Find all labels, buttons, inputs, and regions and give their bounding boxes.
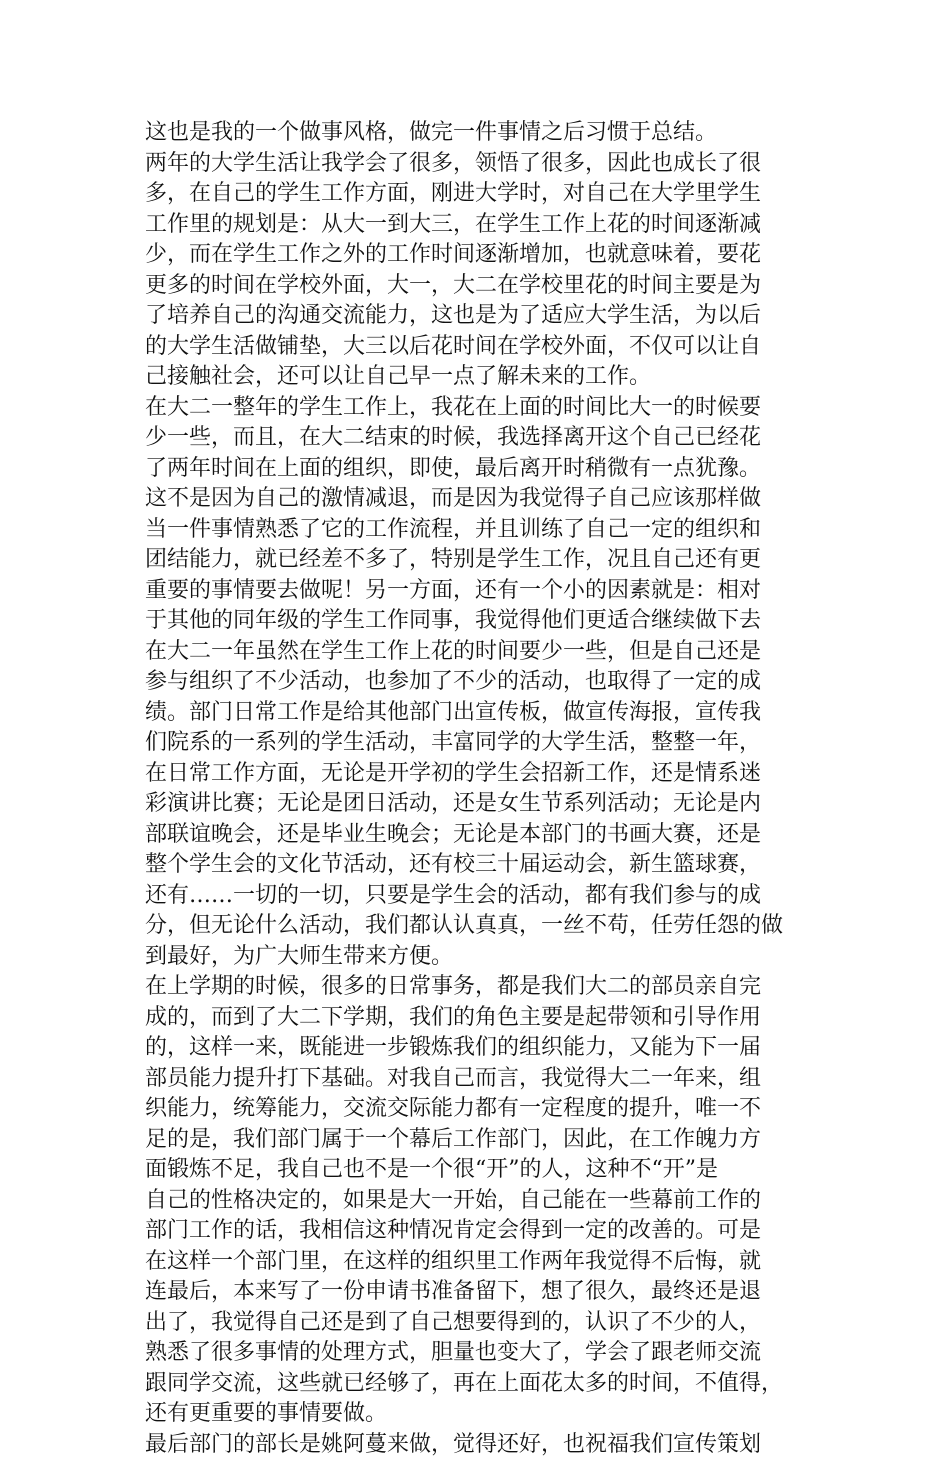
text-line: 于其他的同年级的学生工作同事，我觉得他们更适合继续做下去 [145, 606, 815, 637]
text-line: 了培养自己的沟通交流能力，这也是为了适应大学生活，为以后 [145, 301, 815, 332]
text-line: 团结能力，就已经差不多了，特别是学生工作，况且自己还有更 [145, 545, 815, 576]
text-line: 己接触社会，还可以让自己早一点了解未来的工作。 [145, 362, 815, 393]
text-line: 部门工作的话，我相信这种情况肯定会得到一定的改善的。可是 [145, 1216, 815, 1247]
text-line: 在上学期的时候，很多的日常事务，都是我们大二的部员亲自完 [145, 972, 815, 1003]
text-line: 的大学生活做铺垫，大三以后花时间在学校外面，不仅可以让自 [145, 332, 815, 363]
text-line: 还有……一切的一切，只要是学生会的活动，都有我们参与的成 [145, 881, 815, 912]
text-line: 少，而在学生工作之外的工作时间逐渐增加，也就意味着，要花 [145, 240, 815, 271]
document-body [145, 118, 815, 1460]
text-line: 们院系的一系列的学生活动，丰富同学的大学生活，整整一年， [145, 728, 815, 759]
text-line: 多，在自己的学生工作方面，刚进大学时，对自己在大学里学生 [145, 179, 815, 210]
text-line: 了两年时间在上面的组织，即使，最后离开时稍微有一点犹豫。 [145, 454, 815, 485]
text-line: 部员能力提升打下基础。对我自己而言，我觉得大二一年来，组 [145, 1064, 815, 1095]
text-line: 熟悉了很多事情的处理方式，胆量也变大了，学会了跟老师交流 [145, 1338, 815, 1369]
text-line: 在大二一年虽然在学生工作上花的时间要少一些，但是自己还是 [145, 637, 815, 668]
text-line: 绩。部门日常工作是给其他部门出宣传板，做宣传海报，宣传我 [145, 698, 815, 729]
text-line: 少一些，而且，在大二结束的时候，我选择离开这个自己已经花 [145, 423, 815, 454]
text-line: 织能力，统筹能力，交流交际能力都有一定程度的提升，唯一不 [145, 1094, 815, 1125]
text-line: 当一件事情熟悉了它的工作流程，并且训练了自己一定的组织和 [145, 515, 815, 546]
text-line: 最后部门的部长是姚阿蔓来做，觉得还好，也祝福我们宣传策划 [145, 1430, 815, 1460]
text-line: 足的是，我们部门属于一个幕后工作部门，因此，在工作魄力方 [145, 1125, 815, 1156]
text-line: 整个学生会的文化节活动，还有校三十届运动会，新生篮球赛， [145, 850, 815, 881]
text-line: 重要的事情要去做呢！另一方面，还有一个小的因素就是：相对 [145, 576, 815, 607]
text-line: 在大二一整年的学生工作上，我花在上面的时间比大一的时候要 [145, 393, 815, 424]
text-line: 这不是因为自己的激情减退，而是因为我觉得子自己应该那样做 [145, 484, 815, 515]
text-line: 的，这样一来，既能进一步锻炼我们的组织能力，又能为下一届 [145, 1033, 815, 1064]
text-line: 跟同学交流，这些就已经够了，再在上面花太多的时间，不值得， [145, 1369, 815, 1400]
text-line: 成的，而到了大二下学期，我们的角色主要是起带领和引导作用 [145, 1003, 815, 1034]
text-line: 还有更重要的事情要做。 [145, 1399, 815, 1430]
text-line: 面锻炼不足，我自己也不是一个很“开”的人，这种不“开”是 [145, 1155, 815, 1186]
text-line: 在日常工作方面，无论是开学初的学生会招新工作，还是情系迷 [145, 759, 815, 790]
text-line: 工作里的规划是：从大一到大三，在学生工作上花的时间逐渐减 [145, 210, 815, 241]
text-line: 在这样一个部门里，在这样的组织里工作两年我觉得不后悔，就 [145, 1247, 815, 1278]
text-line: 自己的性格决定的，如果是大一开始，自己能在一些幕前工作的 [145, 1186, 815, 1217]
text-line: 更多的时间在学校外面，大一，大二在学校里花的时间主要是为 [145, 271, 815, 302]
text-line: 到最好，为广大师生带来方便。 [145, 942, 815, 973]
text-line: 出了，我觉得自己还是到了自己想要得到的，认识了不少的人， [145, 1308, 815, 1339]
text-line: 两年的大学生活让我学会了很多，领悟了很多，因此也成长了很 [145, 149, 815, 180]
text-line: 分，但无论什么活动，我们都认认真真，一丝不苟，任劳任怨的做 [145, 911, 815, 942]
text-line: 连最后，本来写了一份申请书准备留下，想了很久，最终还是退 [145, 1277, 815, 1308]
text-line: 参与组织了不少活动，也参加了不少的活动，也取得了一定的成 [145, 667, 815, 698]
text-line: 这也是我的一个做事风格，做完一件事情之后习惯于总结。 [145, 118, 815, 149]
text-line: 彩演讲比赛；无论是团日活动，还是女生节系列活动；无论是内 [145, 789, 815, 820]
text-line: 部联谊晚会，还是毕业生晚会；无论是本部门的书画大赛，还是 [145, 820, 815, 851]
